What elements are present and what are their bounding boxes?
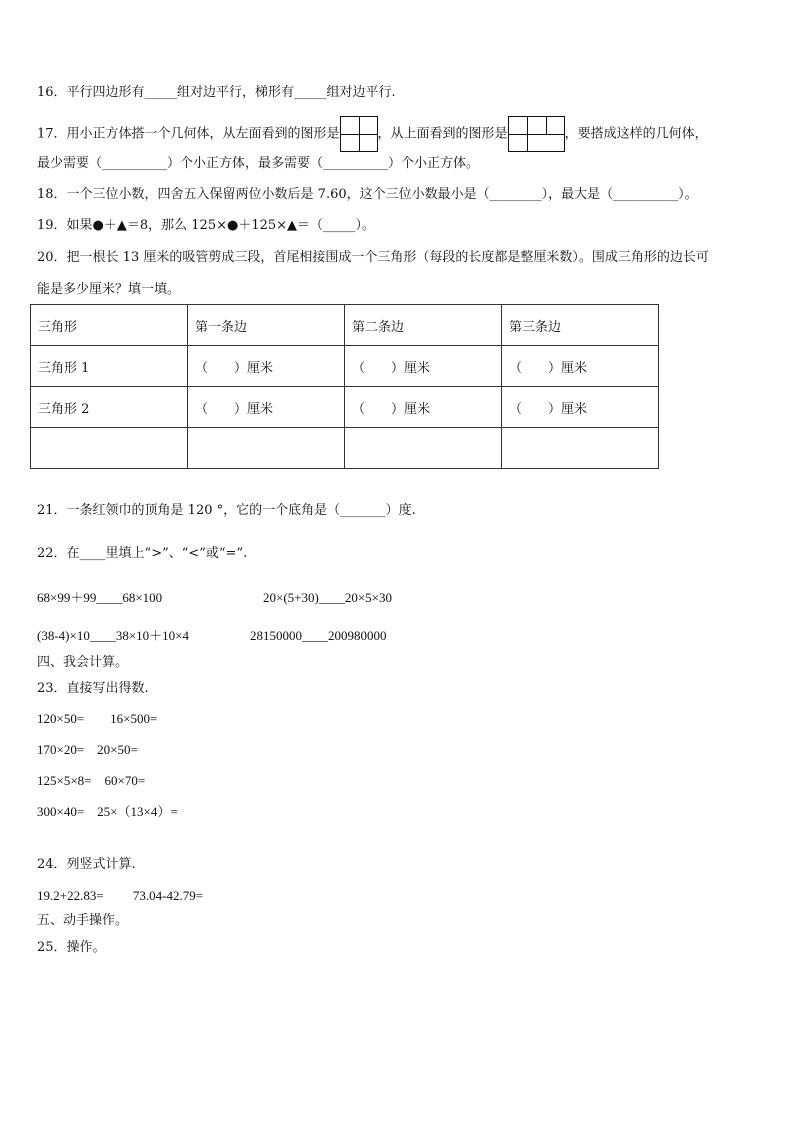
question-21: 21．一条红领巾的顶角是 120 °，它的一个底角是（_______）度.	[37, 503, 416, 518]
section-4-heading: 四、我会计算。	[37, 655, 129, 670]
question-20-line1: 20．把一根长 13 厘米的吸管剪成三段，首尾相接围成一个三角形（每段的长度都是整厘米数）。围成三角形的边长可	[37, 250, 709, 265]
table-header-row	[31, 305, 659, 346]
question-24-expr: 19.2+22.83= 73.04-42.79=	[37, 888, 204, 903]
table-cell: 三角形 1	[31, 346, 188, 387]
question-19: 19．如果●＋▲＝8，那么 125×●＋125×▲＝（_____）。	[37, 218, 376, 233]
question-22-title: 22．在____里填上“>”、“<”或“=”.	[37, 546, 248, 561]
table-cell	[188, 428, 345, 469]
table-cell: （ ）厘米	[502, 346, 659, 387]
q23-row: 170×20= 20×50=	[37, 742, 138, 757]
section-5-heading: 五、动手操作。	[37, 913, 129, 928]
question-24-title: 24．列竖式计算.	[37, 857, 136, 872]
q23-row: 125×5×8= 60×70=	[37, 773, 146, 788]
table-cell: （ ）厘米	[345, 387, 502, 428]
table-cell: （ ）厘米	[188, 387, 345, 428]
question-20-line2: 能是多少厘米？填一填。	[37, 282, 181, 297]
table-cell	[345, 428, 502, 469]
question-17-line2: 最少需要（__________）个小正方体，最多需要（__________）个小正方体。	[37, 156, 480, 171]
question-25: 25．操作。	[37, 940, 106, 955]
table-header: 第三条边	[502, 305, 659, 346]
table-row	[31, 346, 659, 387]
table-cell: （ ）厘米	[345, 346, 502, 387]
q23-row: 120×50= 16×500=	[37, 711, 158, 726]
q23-row: 300×40= 25×（13×4）=	[37, 804, 178, 819]
question-22-a: 68×99＋99____68×100	[37, 590, 163, 605]
question-23-title: 23．直接写出得数.	[37, 681, 149, 696]
table-cell: 三角形 2	[31, 387, 188, 428]
q17-text-a: 17．用小正方体搭一个几何体，从左面看到的图形是	[37, 126, 340, 142]
table-header: 第一条边	[188, 305, 345, 346]
left-view-figure	[340, 116, 378, 152]
question-18: 18．一个三位小数，四舍五入保留两位小数后是 7.60，这个三位小数最小是（________），最大是（__________）。	[37, 187, 698, 202]
q17-text-c: ，要搭成这样的几何体，	[564, 126, 708, 142]
table-cell	[502, 428, 659, 469]
question-17-line1	[37, 116, 708, 152]
question-22-b: 20×(5+30)____20×5×30	[263, 590, 392, 605]
top-view-figure	[508, 116, 565, 152]
triangle-table	[30, 304, 659, 469]
table-header: 三角形	[31, 305, 188, 346]
table-header: 第二条边	[345, 305, 502, 346]
question-22-c: (38-4)×10____38×10＋10×4	[37, 628, 189, 643]
table-row	[31, 387, 659, 428]
table-cell	[31, 428, 188, 469]
q17-text-b: ，从上面看到的图形是	[377, 126, 508, 142]
question-16: 16．平行四边形有_____组对边平行，梯形有_____组对边平行.	[37, 85, 396, 100]
table-row	[31, 428, 659, 469]
question-22-d: 28150000____200980000	[250, 628, 387, 643]
table-cell: （ ）厘米	[502, 387, 659, 428]
table-cell: （ ）厘米	[188, 346, 345, 387]
